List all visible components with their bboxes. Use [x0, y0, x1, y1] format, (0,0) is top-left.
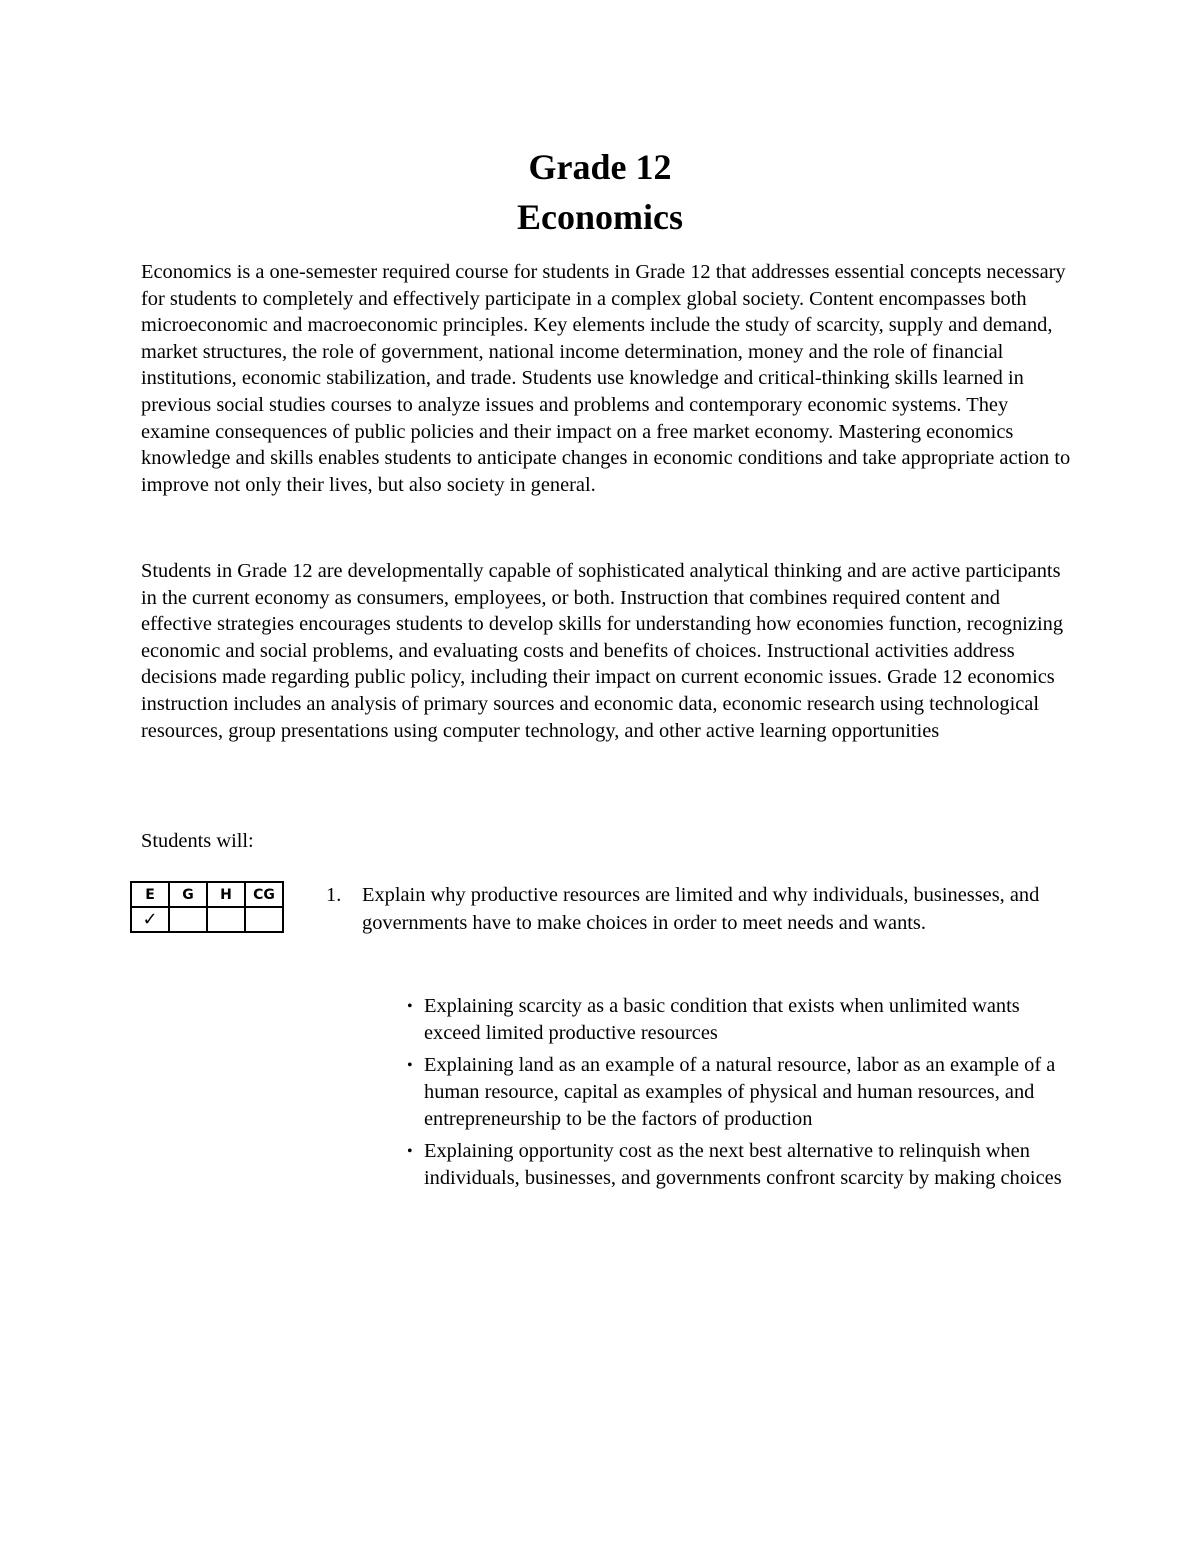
strand-header-g: G — [169, 882, 207, 907]
strand-mark-h — [207, 907, 245, 932]
strand-header-h: H — [207, 882, 245, 907]
instruction-paragraph: Students in Grade 12 are developmentally capable of sophisticated analytical thinking and are active participants in the current economy as consumers, employees, or both. Instruction that combines required content and effective strategies encourages students to develop skills for understanding how economies function, recognizing economic and social problems, and evaluating costs and benefits of choices. Instructional activities address decisions made regarding public policy, including their impact on current economic issues. Grade 12 economics instruction includes an analysis of primary sources and economic data, economic research using technological resources, group presentations using computer technology, and other active learning opportunities — [141, 560, 1064, 742]
checkmark-icon: ✓ — [131, 907, 169, 932]
strand-mark-row — [131, 907, 283, 932]
strand-codes-table — [130, 881, 284, 933]
course-description-paragraph: Economics is a one-semester required course for students in Grade 12 that addresses essential concepts necessary for students to completely and effectively participate in a complex global society. Content encompasses both microeconomic and macroeconomic principles. Key elements include the study of scarcity, supply and demand, market structures, the role of government, national income determination, money and the role of financial institutions, economic stabilization, and trade. Students use knowledge and critical-thinking skills learned in previous social studies courses to analyze issues and problems and contemporary economic systems. They examine consequences of public policies and their impact on a free market economy. Mastering economics knowledge and skills enables students to anticipate changes in economic conditions and take appropriate action to improve not only their lives, but also society in general. — [141, 261, 1071, 496]
objective-number: 1. — [326, 884, 342, 906]
page-title — [0, 142, 1200, 242]
title-subject: Economics — [517, 197, 683, 237]
strand-mark-cg — [245, 907, 283, 932]
list-item — [407, 993, 1077, 1047]
bullet-text: Explaining land as an example of a natural resource, labor as an example of a human resource, capital as examples of physical and human resources, and entrepreneurship to be the factors of production — [424, 1054, 1056, 1130]
bullet-icon: • — [407, 1057, 413, 1074]
list-item — [407, 1052, 1077, 1133]
students-will-label: Students will: — [141, 830, 254, 852]
bullet-text: Explaining opportunity cost as the next best alternative to relinquish when individuals, businesses, and governments confront scarcity by making choices — [424, 1140, 1062, 1189]
strand-header-cg: CG — [245, 882, 283, 907]
strand-header-row — [131, 882, 283, 907]
title-grade: Grade 12 — [528, 147, 672, 187]
objective-item — [326, 882, 1046, 937]
strand-header-e: E — [131, 882, 169, 907]
bullet-text: Explaining scarcity as a basic condition that exists when unlimited wants exceed limited productive resources — [424, 995, 1020, 1044]
strand-mark-g — [169, 907, 207, 932]
bullet-icon: • — [407, 998, 413, 1015]
objective-bullet-list — [407, 993, 1077, 1197]
objective-text: Explain why productive resources are limited and why individuals, businesses, and governments have to make choices in order to meet needs and wants. — [362, 884, 1040, 934]
bullet-icon: • — [407, 1143, 413, 1160]
list-item — [407, 1138, 1077, 1192]
